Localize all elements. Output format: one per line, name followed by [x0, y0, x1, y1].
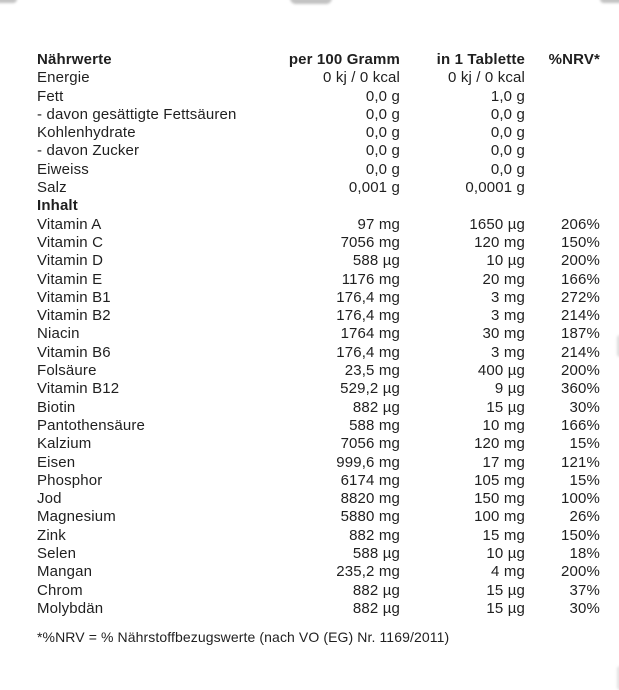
per-tablet-value: 0,0001 g	[465, 179, 525, 197]
row-label: Vitamin B6	[37, 343, 111, 361]
per-tablet-value: 120 mg	[474, 435, 525, 453]
per-100g-value: 5880 mg	[340, 508, 400, 526]
per-tablet-value: 4 mg	[491, 563, 525, 581]
row-label: Chrom	[37, 581, 83, 599]
per-tablet-value: 10 mg	[482, 416, 525, 434]
per-tablet-value: 0 kj / 0 kcal	[448, 69, 525, 87]
row-label: Zink	[37, 526, 66, 544]
table-row	[37, 582, 600, 600]
table-header-row	[37, 51, 600, 69]
table-row	[37, 417, 600, 435]
nrv-value: 214%	[561, 343, 600, 361]
column-header-nutrients: Nährwerte	[37, 51, 112, 68]
per-tablet-value: 120 mg	[474, 233, 525, 251]
row-label: Molybdän	[37, 599, 104, 617]
per-100g-value: 1176 mg	[341, 270, 400, 288]
table-row	[37, 271, 600, 289]
nrv-value: 200%	[561, 563, 600, 581]
row-label: Salz	[37, 179, 67, 197]
per-tablet-value: 15 µg	[486, 398, 525, 416]
per-tablet-value: 30 mg	[482, 325, 525, 343]
per-tablet-value: 3 mg	[491, 343, 525, 361]
per-100g-value: 176,4 mg	[336, 307, 400, 325]
row-label: Eiweiss	[37, 160, 89, 178]
per-100g-value: 0,0 g	[365, 87, 400, 105]
row-label: Vitamin D	[37, 252, 104, 270]
per-tablet-value: 3 mg	[491, 307, 525, 325]
row-label: Vitamin C	[37, 233, 104, 251]
per-tablet-value: 15 µg	[486, 581, 525, 599]
nrv-value: 200%	[561, 252, 600, 270]
table-row	[37, 435, 600, 453]
row-label: Selen	[37, 545, 77, 563]
nrv-value: 166%	[561, 270, 600, 288]
table-row	[37, 88, 600, 106]
per-tablet-value: 100 mg	[474, 508, 525, 526]
per-tablet-value: 3 mg	[491, 288, 525, 306]
row-label: Fett	[37, 87, 64, 105]
nrv-value	[525, 106, 600, 124]
per-100g-value: 0 kj / 0 kcal	[323, 69, 400, 87]
per-tablet-value: 15 mg	[482, 526, 525, 544]
nrv-value: 15%	[569, 435, 600, 453]
scan-artifact-top-center	[290, 0, 332, 4]
row-label: Vitamin B12	[37, 380, 120, 398]
nrv-value: 206%	[561, 215, 600, 233]
table-row	[37, 527, 600, 545]
per-tablet-value: 0,0 g	[490, 160, 525, 178]
per-100g-value: 0,0 g	[365, 142, 400, 160]
nrv-value	[525, 69, 600, 87]
column-header-per-100g: per 100 Gramm	[288, 51, 400, 68]
per-tablet-value: 9 µg	[494, 380, 525, 398]
row-label: Vitamin B2	[37, 307, 111, 325]
nrv-value: 200%	[561, 362, 600, 380]
table-row	[37, 454, 600, 472]
row-label: - davon gesättigte Fettsäuren	[37, 105, 237, 123]
row-label: Folsäure	[37, 362, 97, 380]
nrv-value: 30%	[569, 599, 600, 617]
column-header-nrv: %NRV*	[548, 51, 600, 68]
table-row	[37, 124, 600, 142]
nrv-value: 121%	[561, 453, 600, 471]
per-100g-value: 23,5 mg	[344, 362, 400, 380]
nrv-value	[525, 124, 600, 142]
per-tablet-value: 17 mg	[482, 453, 525, 471]
table-row	[37, 325, 600, 343]
nrv-footnote: *%NRV = % Nährstoffbezugswerte (nach VO (EG) Nr. 1169/2011)	[37, 629, 450, 646]
per-100g-value: 176,4 mg	[336, 288, 400, 306]
per-tablet-value: 150 mg	[474, 490, 525, 508]
nrv-value: 150%	[561, 526, 600, 544]
nrv-value: 150%	[561, 233, 600, 251]
per-100g-value: 0,001 g	[348, 179, 400, 197]
per-tablet-value: 0,0 g	[490, 124, 525, 142]
per-tablet-value: 20 mg	[482, 270, 525, 288]
per-100g-value: 882 µg	[352, 398, 400, 416]
per-100g-value: 0,0 g	[365, 124, 400, 142]
row-label: Jod	[37, 490, 62, 508]
table-row	[37, 362, 600, 380]
nrv-value: 166%	[561, 416, 600, 434]
table-row	[37, 69, 600, 87]
table-row	[37, 563, 600, 581]
scan-artifact-top-right	[600, 0, 619, 3]
nrv-value	[525, 142, 600, 160]
per-100g-value: 588 mg	[349, 416, 400, 434]
per-100g-value: 882 µg	[352, 599, 400, 617]
table-row	[37, 234, 600, 252]
per-100g-value: 588 µg	[352, 545, 400, 563]
per-tablet-value: 400 µg	[477, 362, 525, 380]
nrv-value	[525, 88, 600, 106]
per-tablet-value: 1650 µg	[469, 215, 525, 233]
table-row	[37, 289, 600, 307]
table-row	[37, 508, 600, 526]
per-100g-value: 882 mg	[349, 526, 400, 544]
row-label: Mangan	[37, 563, 93, 581]
per-100g-value: 0,0 g	[365, 160, 400, 178]
row-label: Kohlenhydrate	[37, 124, 136, 142]
table-row	[37, 179, 600, 197]
per-100g-value: 999,6 mg	[336, 453, 400, 471]
table-row	[37, 344, 600, 362]
nrv-value: 18%	[569, 545, 600, 563]
per-tablet-value: 10 µg	[486, 252, 525, 270]
column-header-per-tablet: in 1 Tablette	[436, 51, 525, 68]
table-row	[37, 545, 600, 563]
scan-artifact-top-left	[0, 0, 17, 3]
nrv-value	[525, 161, 600, 179]
table-row	[37, 142, 600, 160]
row-label: Pantothensäure	[37, 416, 146, 434]
per-tablet-value: 10 µg	[486, 545, 525, 563]
per-tablet-value: 105 mg	[474, 471, 525, 489]
nrv-value: 37%	[569, 581, 600, 599]
per-100g-value: 6174 mg	[340, 471, 400, 489]
nrv-value	[525, 179, 600, 197]
section-header-label: Inhalt	[37, 197, 78, 215]
row-label: Kalzium	[37, 435, 92, 453]
per-tablet-value: 15 µg	[486, 599, 525, 617]
row-label: Vitamin B1	[37, 288, 111, 306]
per-100g-value: 97 mg	[357, 215, 400, 233]
section-header-row	[37, 197, 600, 215]
table-row	[37, 399, 600, 417]
per-100g-value: 1764 mg	[340, 325, 400, 343]
per-100g-value: 176,4 mg	[336, 343, 400, 361]
per-tablet-value: 1,0 g	[490, 87, 525, 105]
row-label: Vitamin E	[37, 270, 103, 288]
table-row	[37, 252, 600, 270]
row-label: - davon Zucker	[37, 142, 140, 160]
nrv-value: 272%	[561, 288, 600, 306]
per-100g-value: 7056 mg	[340, 435, 400, 453]
table-row	[37, 216, 600, 234]
nutrition-label	[37, 51, 600, 646]
nrv-value: 100%	[561, 490, 600, 508]
nrv-value: 30%	[569, 398, 600, 416]
table-row	[37, 472, 600, 490]
table-row	[37, 307, 600, 325]
nutrient-rows-group	[37, 216, 600, 619]
nrv-value: 26%	[569, 508, 600, 526]
basic-rows-group	[37, 69, 600, 197]
nrv-value: 15%	[569, 471, 600, 489]
table-row	[37, 380, 600, 398]
per-100g-value: 235,2 mg	[336, 563, 400, 581]
row-label: Niacin	[37, 325, 80, 343]
nrv-value: 187%	[561, 325, 600, 343]
per-tablet-value: 0,0 g	[490, 142, 525, 160]
table-row	[37, 106, 600, 124]
row-label: Magnesium	[37, 508, 116, 526]
per-100g-value: 882 µg	[352, 581, 400, 599]
table-row	[37, 490, 600, 508]
row-label: Biotin	[37, 398, 76, 416]
table-row	[37, 161, 600, 179]
nrv-value: 214%	[561, 307, 600, 325]
per-tablet-value: 0,0 g	[490, 105, 525, 123]
per-100g-value: 0,0 g	[365, 105, 400, 123]
per-100g-value: 529,2 µg	[340, 380, 400, 398]
row-label: Eisen	[37, 453, 76, 471]
table-row	[37, 600, 600, 618]
per-100g-value: 7056 mg	[340, 233, 400, 251]
nrv-value: 360%	[561, 380, 600, 398]
row-label: Phosphor	[37, 471, 103, 489]
per-100g-value: 8820 mg	[340, 490, 400, 508]
row-label: Vitamin A	[37, 215, 102, 233]
per-100g-value: 588 µg	[352, 252, 400, 270]
row-label: Energie	[37, 69, 90, 87]
